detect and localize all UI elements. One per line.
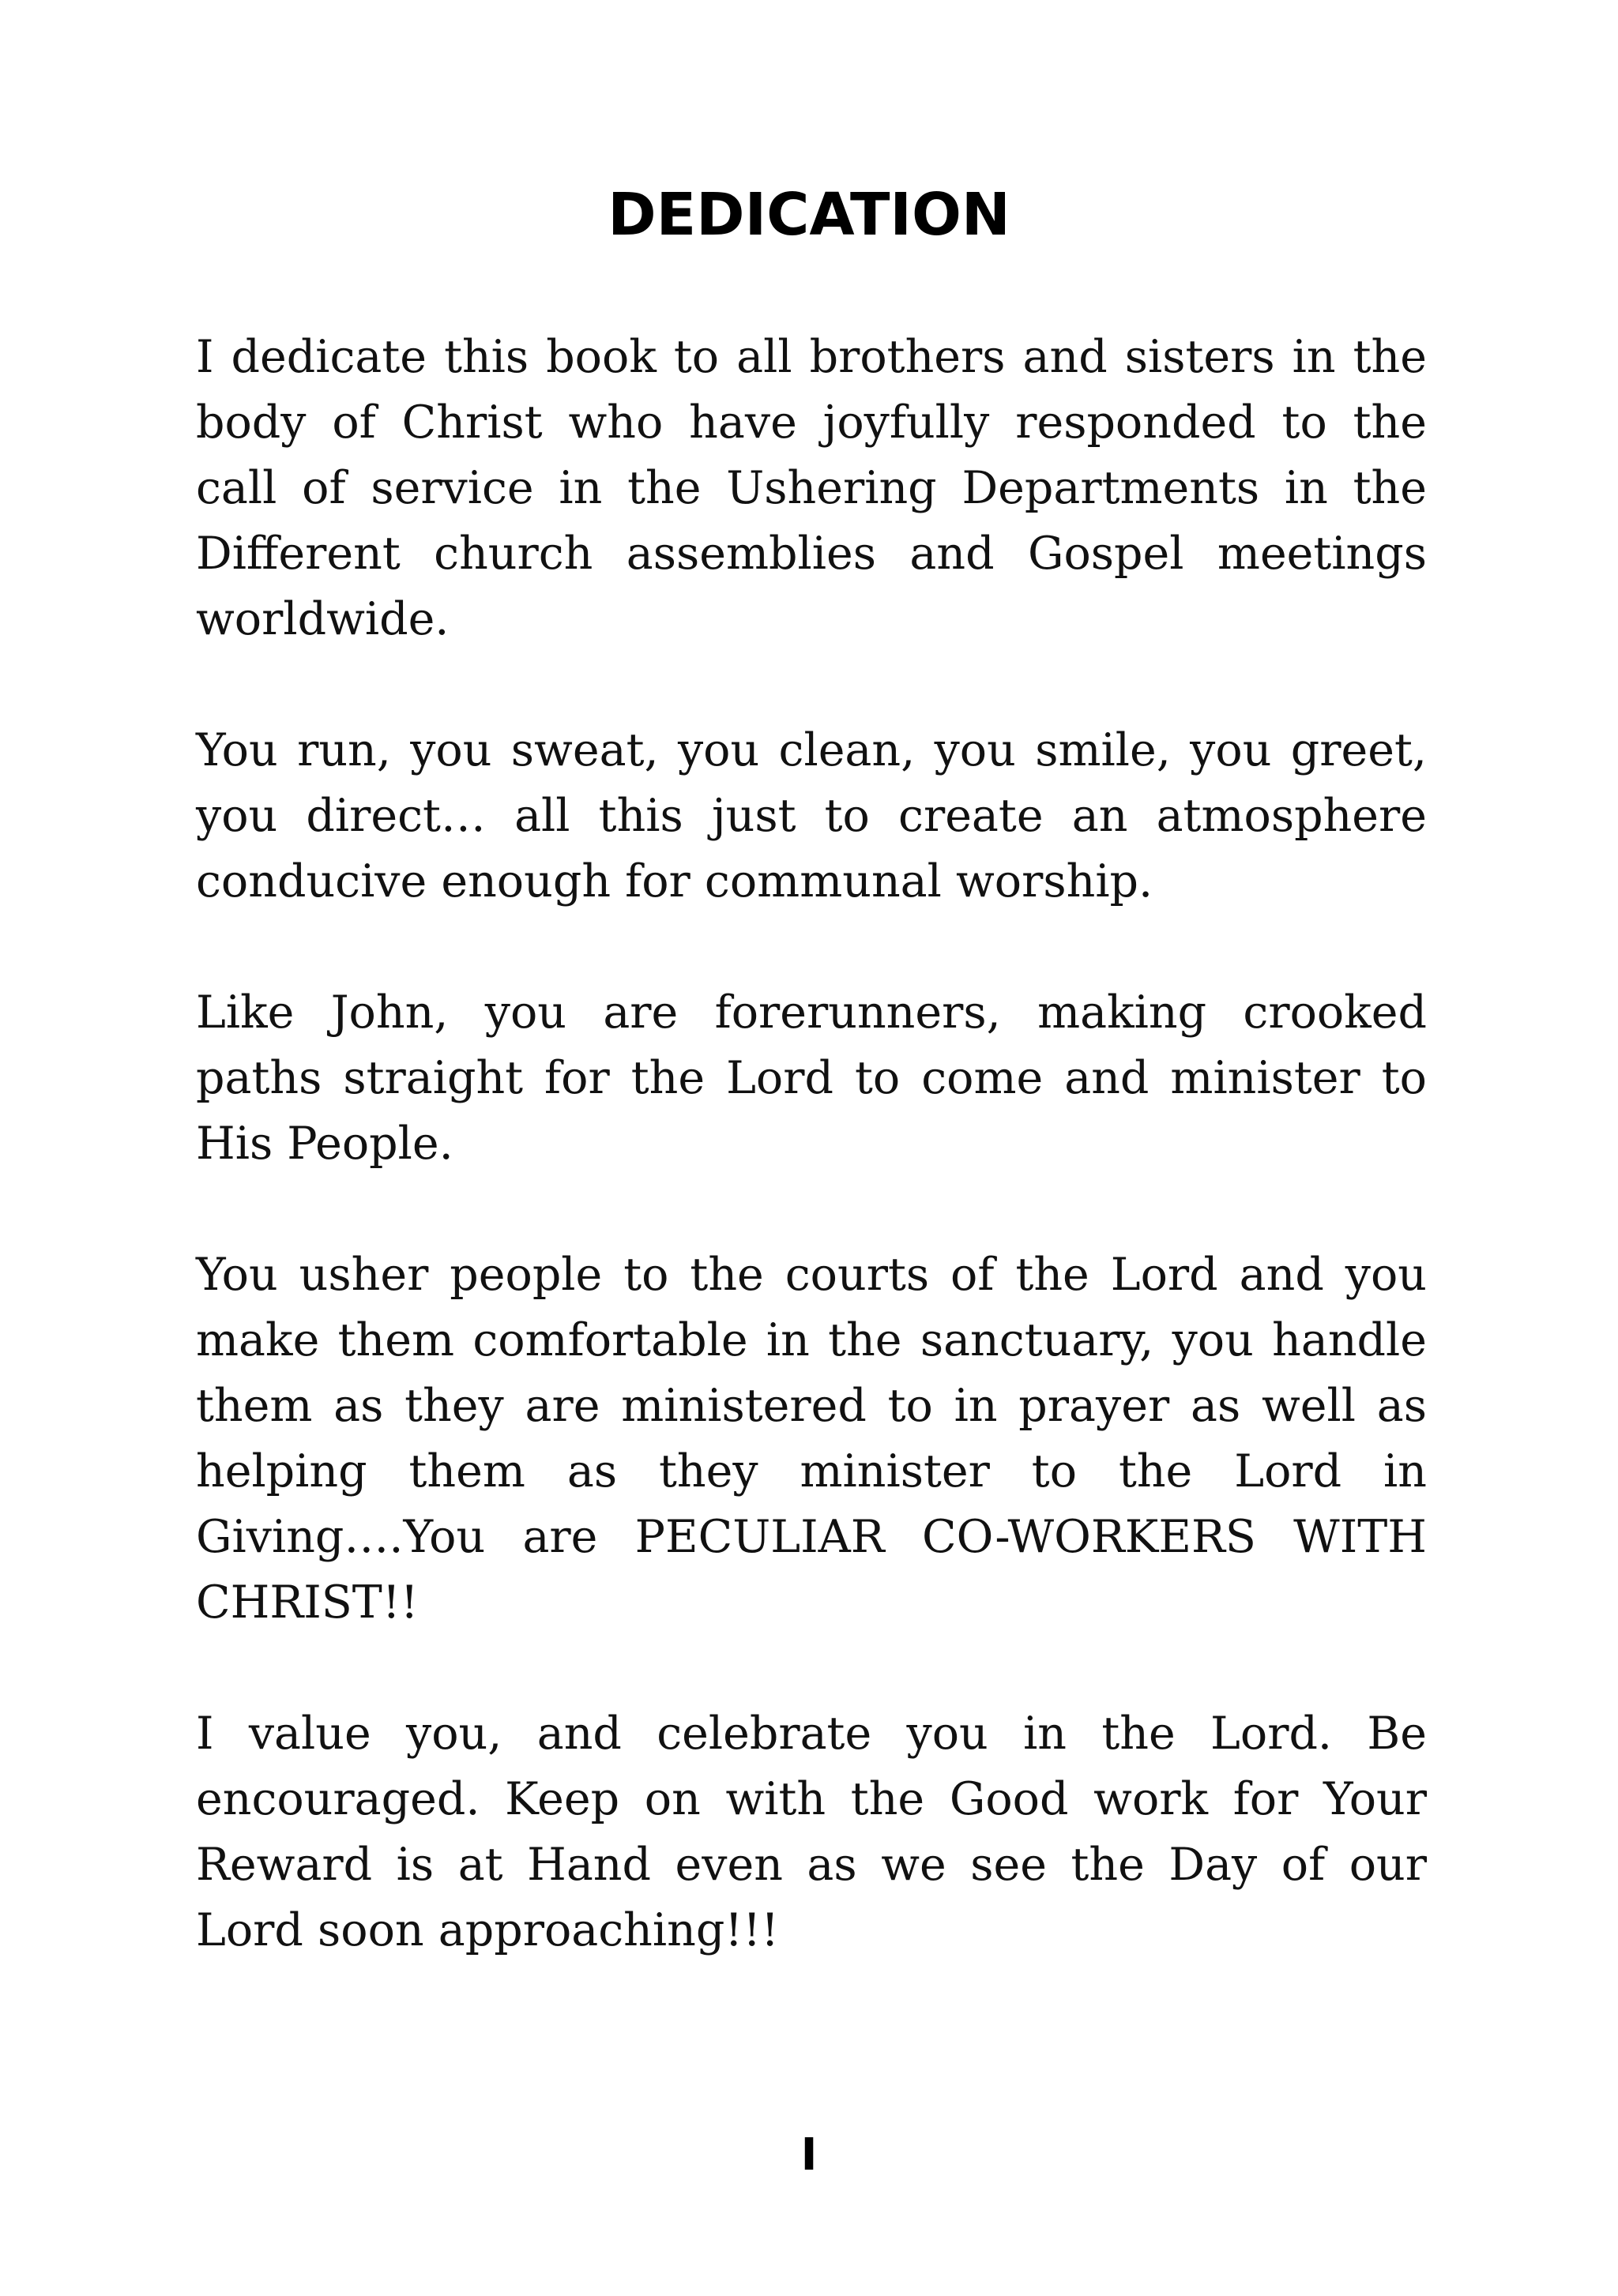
paragraph-5: I value you, and celebrate you in the Lord. Be encouraged. Keep on with the Good work for Your Reward is at Hand even as we see the Day of our Lord soon approaching!!! — [196, 1708, 1427, 1956]
paragraph-4: You usher people to the courts of the Lord and you make them comfortable in the sanctuary, you handle them as they are ministered to in prayer as well as helping them as they minister to the Lord in Giving….You are PECULIAR CO-WORKERS WITH CHRIST!! — [196, 1249, 1427, 1629]
paragraph-2: You run, you sweat, you clean, you smile, you greet, you direct… all this just to create an atmosphere conducive enough for communal worship. — [196, 724, 1427, 908]
paragraph-1: I dedicate this book to all brothers and sisters in the body of Christ who have joyfully responded to the call of service in the Ushering Departments in the Different church assemblies and Gospel meetings worldwide. — [196, 331, 1427, 645]
page-title: DEDICATION — [608, 181, 1010, 249]
dedication-body — [196, 325, 1427, 1963]
page-number: I — [800, 2129, 818, 2181]
paragraph-3: Like John, you are forerunners, making crooked paths straight for the Lord to come and minister to His People. — [196, 986, 1427, 1170]
